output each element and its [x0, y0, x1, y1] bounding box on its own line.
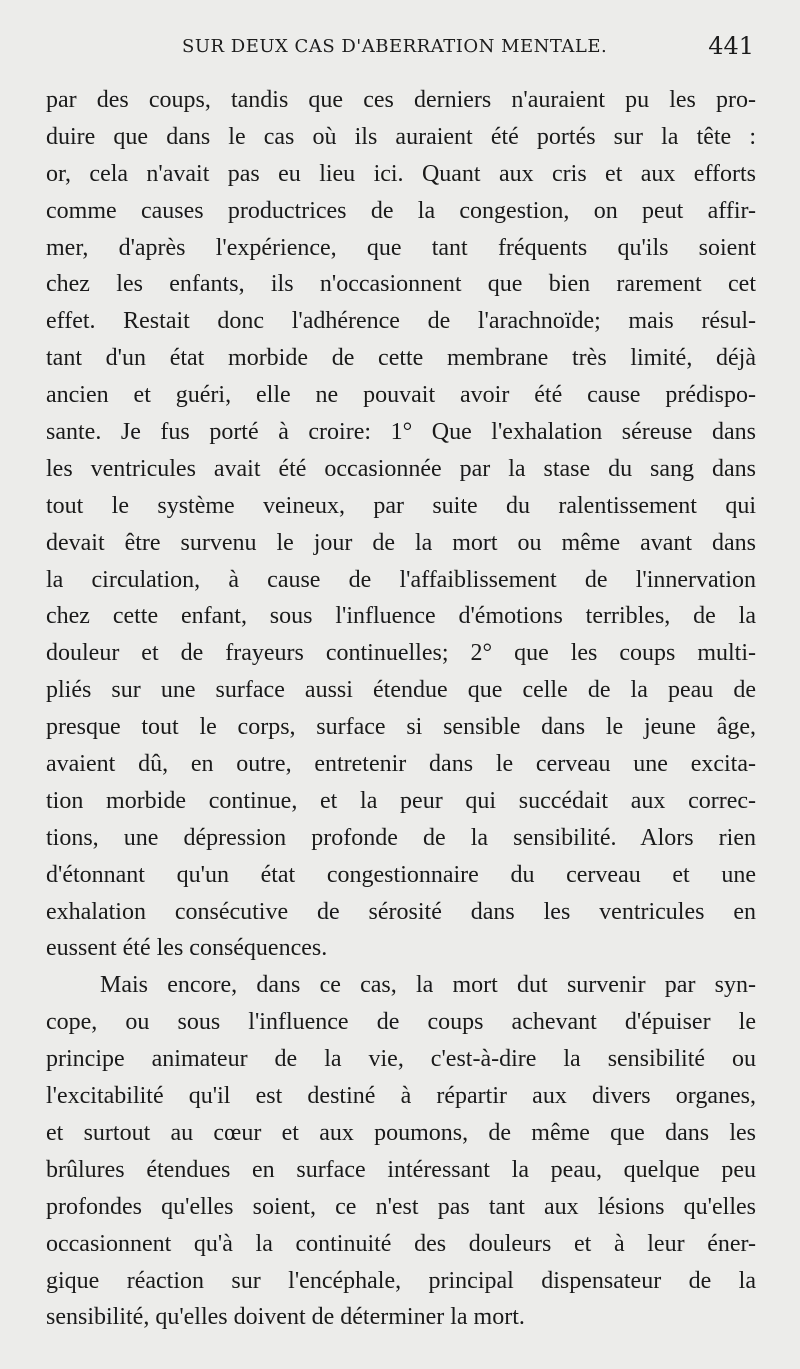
text-line: ancien et guéri, elle ne pouvait avoir été cause prédispo- — [46, 382, 756, 409]
text-line: les ventricules avait été occasionnée par la stase du sang dans — [46, 455, 756, 482]
text-line: duire que dans le cas où ils auraient été portés sur la tête : — [46, 123, 756, 150]
text-line: et surtout au cœur et aux poumons, de même que dans les — [46, 1119, 756, 1146]
text-line: presque tout le corps, surface si sensible dans le jeune âge, — [46, 714, 756, 741]
text-line: sante. Je fus porté à croire: 1° Que l'exhalation séreuse dans — [46, 419, 756, 446]
text-line: mer, d'après l'expérience, que tant fréquents qu'ils soient — [46, 234, 756, 261]
text-line: chez les enfants, ils n'occasionnent que bien rarement cet — [46, 271, 756, 298]
text-line: la circulation, à cause de l'affaiblissement de l'innervation — [46, 566, 756, 593]
text-line: tout le système veineux, par suite du ralentissement qui — [46, 492, 756, 519]
page-header — [46, 30, 754, 70]
text-line: pliés sur une surface aussi étendue que celle de la peau de — [46, 677, 756, 704]
text-line: tion morbide continue, et la peur qui succédait aux correc- — [46, 787, 756, 814]
text-line: cope, ou sous l'influence de coups achevant d'épuiser le — [46, 1009, 756, 1036]
text-line: gique réaction sur l'encéphale, principal dispensateur de la — [46, 1267, 756, 1294]
text-line: douleur et de frayeurs continuelles; 2° que les coups multi- — [46, 640, 756, 667]
text-line: avaient dû, en outre, entretenir dans le cerveau une excita- — [46, 751, 756, 778]
paragraph-start-line: Mais encore, dans ce cas, la mort dut survenir par syn- — [100, 972, 756, 999]
text-line: chez cette enfant, sous l'influence d'émotions terribles, de la — [46, 603, 756, 630]
body-text — [46, 82, 756, 1336]
text-line: d'étonnant qu'un état congestionnaire du cerveau et une — [46, 861, 756, 888]
paragraph-end-line: eussent été les conséquences. — [46, 935, 328, 962]
text-line: devait être survenu le jour de la mort ou même avant dans — [46, 529, 756, 556]
text-line: profondes qu'elles soient, ce n'est pas tant aux lésions qu'elles — [46, 1193, 756, 1220]
text-line: tions, une dépression profonde de la sensibilité. Alors rien — [46, 824, 756, 851]
text-line: brûlures étendues en surface intéressant la peau, quelque peu — [46, 1156, 756, 1183]
paragraph-end-line: sensibilité, qu'elles doivent de déterminer la mort. — [46, 1304, 525, 1331]
page-number: 441 — [708, 32, 754, 60]
text-line: or, cela n'avait pas eu lieu ici. Quant aux cris et aux efforts — [46, 160, 756, 187]
text-line: effet. Restait donc l'adhérence de l'arachnoïde; mais résul- — [46, 308, 756, 335]
text-line: tant d'un état morbide de cette membrane très limité, déjà — [46, 345, 756, 372]
text-line: principe animateur de la vie, c'est-à-dire la sensibilité ou — [46, 1046, 756, 1073]
running-head: SUR DEUX CAS D'ABERRATION MENTALE. — [182, 36, 608, 57]
text-line: l'excitabilité qu'il est destiné à répartir aux divers organes, — [46, 1083, 756, 1110]
text-line: par des coups, tandis que ces derniers n'auraient pu les pro- — [46, 87, 756, 113]
text-line: occasionnent qu'à la continuité des douleurs et à leur éner- — [46, 1230, 756, 1257]
text-line: comme causes productrices de la congestion, on peut affir- — [46, 197, 756, 224]
text-line: exhalation consécutive de sérosité dans les ventricules en — [46, 898, 756, 925]
